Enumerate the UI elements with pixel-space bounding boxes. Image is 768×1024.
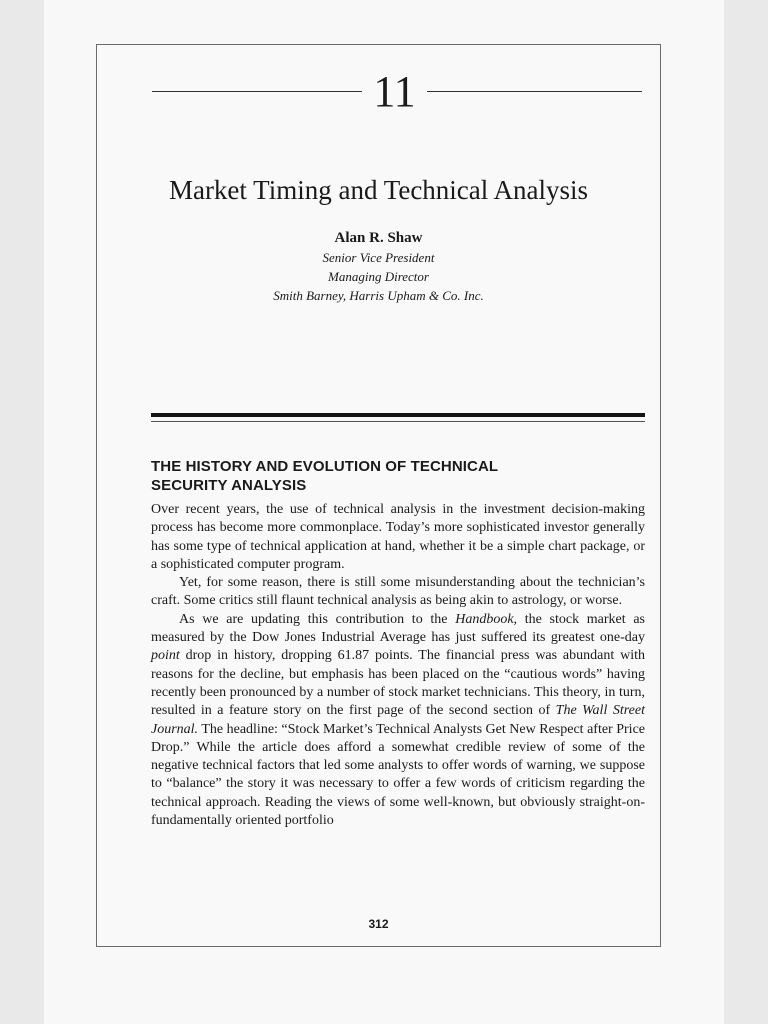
author-block	[97, 228, 660, 305]
author-title-1: Senior Vice President	[322, 250, 435, 265]
paragraph-3-part-e: drop in history, dropping 61.87 points. The financial press was abundant with reasons for the decline, but emphasis has been placed on the “cautious words” having recently been pronounced by a number of stock market technicians. This theory, in turn, resulted in a feature story on the first page of the second section of	[151, 648, 645, 719]
paragraph-2: Yet, for some reason, there is still some misunderstanding about the technician’s craft. Some critics still flaunt technical analysis as being akin to astrology, or worse.	[151, 575, 645, 609]
section-divider-thick	[151, 413, 645, 417]
section-heading-line-2: SECURITY ANALYSIS	[151, 477, 307, 494]
page-number: 312	[368, 917, 389, 931]
paragraph-3	[151, 611, 645, 831]
paragraph-3-part-c: the stock market as measured by the Dow Jones Industrial Average has just suffered its greatest one-day	[151, 611, 646, 646]
chapter-number: 11	[373, 67, 416, 116]
chapter-title: Market Timing and Technical Analysis	[168, 175, 589, 205]
chapter-rule-right	[427, 91, 642, 92]
chapter-header	[152, 67, 642, 117]
book-page	[96, 44, 661, 947]
wsj-citation: The Wall Street Journal.	[151, 703, 645, 737]
paragraph-1: Over recent years, the use of technical analysis in the investment decision-making process has become more commonplace. Today’s more sophisticated investor generally has some type of technical application at hand, whether it be a simple chart package, or a sophisticated computer program.	[151, 502, 645, 572]
paragraph-3-part-g: The headline: “Stock Market’s Technical Analysts Get New Respect after Price Drop.” While the article does afford a somewhat credible review of some of the negative technical factors that led some analysts to offer words of warning, we suppose to “balance” the story it was necessary to offer a few words of criticism regarding the technical approach. Reading the views of some well-known, but obviously straight-on-fundamentally oriented portfolio	[151, 721, 645, 829]
point-emphasis: point	[151, 648, 180, 664]
author-affiliation: Smith Barney, Harris Upham & Co. Inc.	[273, 288, 484, 303]
handbook-citation: Handbook,	[455, 611, 518, 627]
author-title-2: Managing Director	[328, 269, 429, 284]
section-divider-thin	[151, 421, 645, 422]
chapter-rule-left	[152, 91, 362, 92]
section-heading-line-1: THE HISTORY AND EVOLUTION OF TECHNICAL	[151, 458, 499, 475]
body-text	[151, 501, 645, 830]
section-heading	[151, 457, 645, 495]
paragraph-3-part-a: As we are updating this contribution to the	[179, 611, 456, 627]
author-name: Alan R. Shaw	[334, 230, 423, 246]
